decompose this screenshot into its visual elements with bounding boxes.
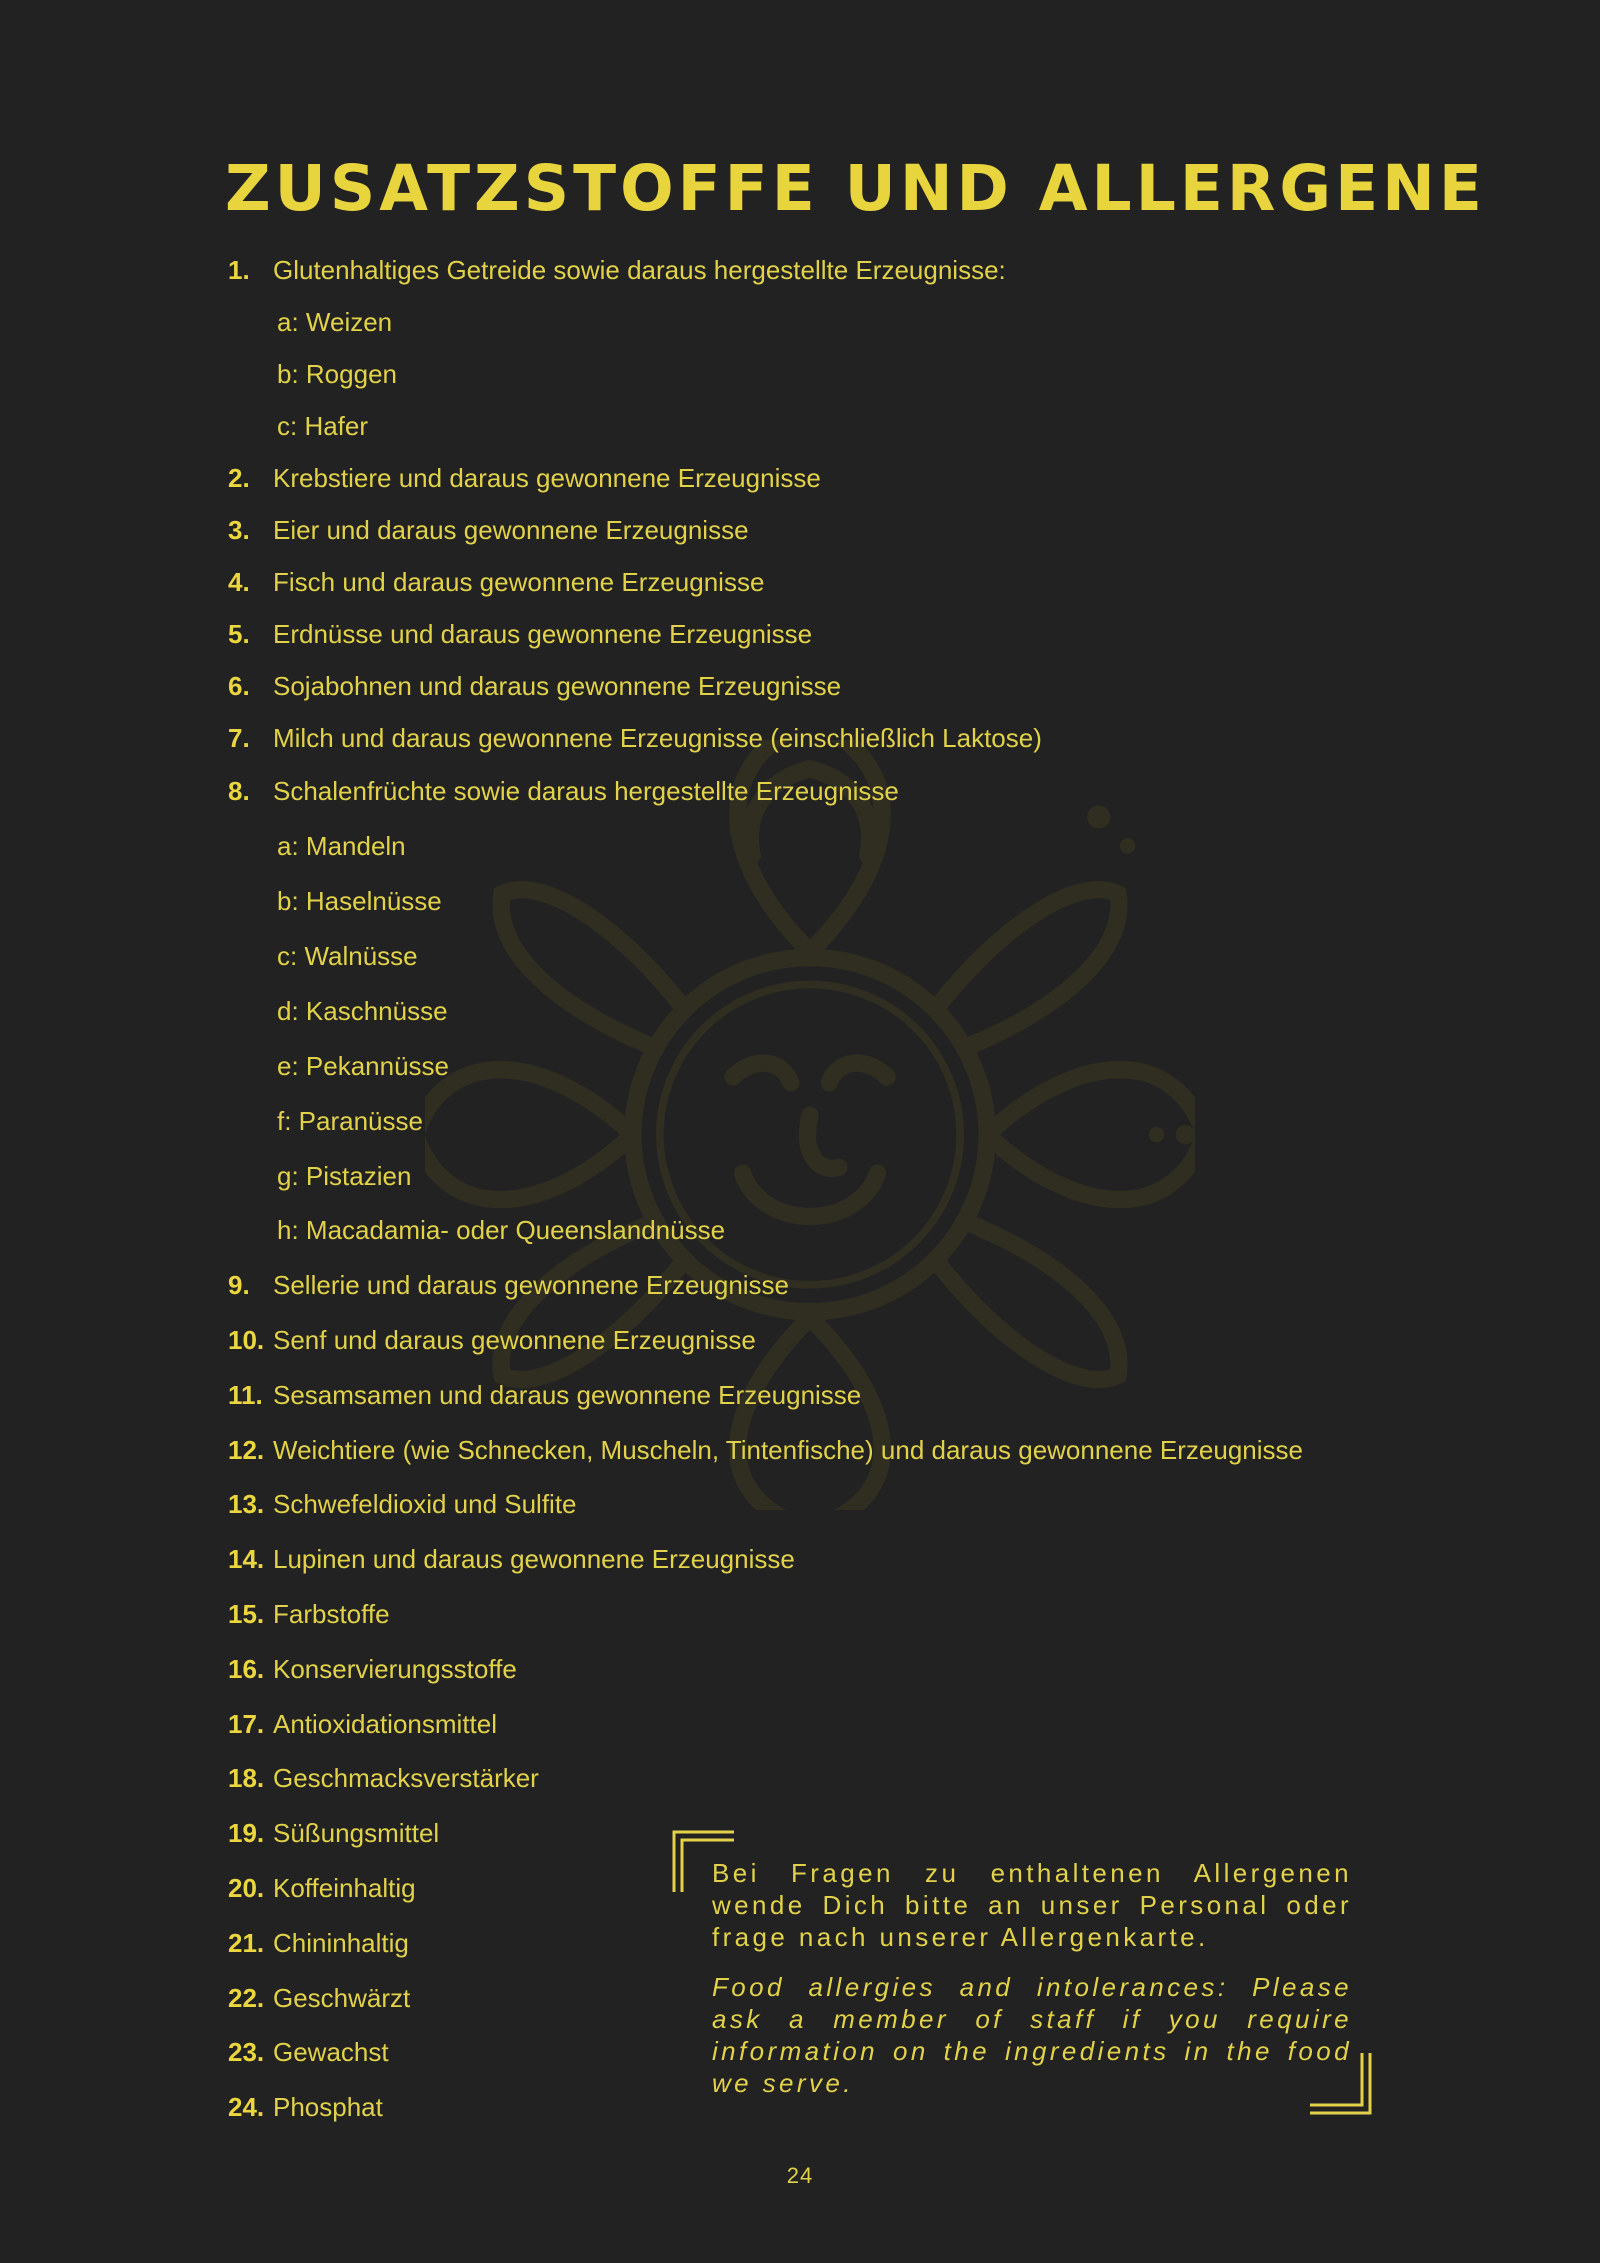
- item-text: Sellerie und daraus gewonnene Erzeugnisse: [273, 1270, 790, 1300]
- item-text: Geschmacksverstärker: [273, 1763, 539, 1793]
- list-item: [228, 1434, 1303, 1466]
- item-number: 5.: [228, 619, 250, 649]
- item-number: 10.: [228, 1325, 265, 1355]
- item-text: Glutenhaltiges Getreide sowie daraus hergestellte Erzeugnisse:: [273, 255, 1006, 285]
- notice-german-text: Bei Fragen zu enthaltenen Allergenen wende Dich bitte an unser Personal oder frage nach unserer Allergenkarte.: [712, 1858, 1352, 1952]
- item-text: Lupinen und daraus gewonnene Erzeugnisse: [273, 1544, 795, 1574]
- item-number: 15.: [228, 1599, 265, 1629]
- item-number: 17.: [228, 1709, 265, 1739]
- list-item: [228, 618, 812, 650]
- item-number: 6.: [228, 671, 250, 701]
- list-item: [228, 775, 899, 807]
- list-item: [228, 1762, 539, 1794]
- list-item: [228, 514, 749, 546]
- item-number: 12.: [228, 1435, 265, 1465]
- item-number: 2.: [228, 463, 250, 493]
- item-text: Sojabohnen und daraus gewonnene Erzeugnisse: [273, 671, 842, 701]
- sub-item: g: Pistazien: [277, 1161, 412, 1191]
- allergen-notice-box: [672, 1830, 1372, 2115]
- list-item: [228, 2091, 383, 2123]
- item-text: Krebstiere und daraus gewonnene Erzeugnisse: [273, 463, 821, 493]
- list-item: [228, 1379, 861, 1411]
- item-number: 13.: [228, 1489, 265, 1519]
- item-text: Phosphat: [273, 2092, 383, 2122]
- notice-english-text: Food allergies and intolerances: Please ask a member of staff if you require information on the ingredients in the food we serve.: [712, 1972, 1352, 2098]
- sub-item: a: Weizen: [277, 307, 393, 337]
- list-item: [228, 1269, 789, 1301]
- list-item: [228, 2036, 389, 2068]
- item-text: Farbstoffe: [273, 1599, 390, 1629]
- sub-item: e: Pekannüsse: [277, 1051, 450, 1081]
- sub-item: b: Haselnüsse: [277, 886, 442, 916]
- item-number: 20.: [228, 1873, 265, 1903]
- sub-item: a: Mandeln: [277, 831, 406, 861]
- list-item: [228, 1324, 756, 1356]
- item-number: 18.: [228, 1763, 265, 1793]
- sub-item: f: Paranüsse: [277, 1106, 423, 1136]
- item-text: Sesamsamen und daraus gewonnene Erzeugnisse: [273, 1380, 862, 1410]
- item-number: 14.: [228, 1544, 265, 1574]
- list-item: [228, 1982, 410, 2014]
- list-item: [228, 670, 841, 702]
- item-text: Weichtiere (wie Schnecken, Muscheln, Tintenfische) und daraus gewonnene Erzeugnisse: [273, 1435, 1303, 1465]
- item-number: 3.: [228, 515, 250, 545]
- corner-bracket-icon: [1310, 2053, 1372, 2115]
- item-number: 8.: [228, 776, 250, 806]
- item-text: Chininhaltig: [273, 1928, 409, 1958]
- sub-item: b: Roggen: [277, 359, 397, 389]
- list-item: [228, 1653, 517, 1685]
- item-number: 4.: [228, 567, 250, 597]
- item-text: Konservierungsstoffe: [273, 1654, 517, 1684]
- item-text: Erdnüsse und daraus gewonnene Erzeugnisse: [273, 619, 813, 649]
- list-item: [228, 1817, 439, 1849]
- list-item: [228, 1543, 795, 1575]
- item-number: 24.: [228, 2092, 265, 2122]
- list-item: [228, 1488, 577, 1520]
- item-text: Süßungsmittel: [273, 1818, 440, 1848]
- list-item: [228, 254, 1006, 286]
- list-item: [228, 1927, 409, 1959]
- item-number: 7.: [228, 723, 250, 753]
- item-text: Senf und daraus gewonnene Erzeugnisse: [273, 1325, 756, 1355]
- sub-item: c: Walnüsse: [277, 941, 418, 971]
- sub-item: d: Kaschnüsse: [277, 996, 448, 1026]
- list-item: [228, 1872, 416, 1904]
- item-number: 11.: [228, 1380, 263, 1410]
- item-text: Eier und daraus gewonnene Erzeugnisse: [273, 515, 749, 545]
- item-text: Fisch und daraus gewonnene Erzeugnisse: [273, 567, 765, 597]
- item-text: Schalenfrüchte sowie daraus hergestellte Erzeugnisse: [273, 776, 899, 806]
- item-text: Geschwärzt: [273, 1983, 411, 2013]
- item-number: 1.: [228, 255, 250, 285]
- item-number: 9.: [228, 1270, 250, 1300]
- item-number: 22.: [228, 1983, 265, 2013]
- item-text: Koffeinhaltig: [273, 1873, 416, 1903]
- item-number: 23.: [228, 2037, 265, 2067]
- list-item: [228, 462, 821, 494]
- item-text: Antioxidationsmittel: [273, 1709, 497, 1739]
- item-text: Schwefeldioxid und Sulfite: [273, 1489, 577, 1519]
- page-number: 24: [786, 2163, 814, 2188]
- item-number: 19.: [228, 1818, 265, 1848]
- page-title: ZUSATZSTOFFE UND ALLERGENE: [225, 152, 1486, 225]
- list-item: [228, 722, 1042, 754]
- list-item: [228, 566, 764, 598]
- list-item: [228, 1598, 390, 1630]
- sub-item: h: Macadamia- oder Queenslandnüsse: [277, 1215, 726, 1245]
- sub-item: c: Hafer: [277, 411, 369, 441]
- item-number: 16.: [228, 1654, 265, 1684]
- item-text: Gewachst: [273, 2037, 389, 2067]
- list-item: [228, 1708, 497, 1740]
- item-text: Milch und daraus gewonnene Erzeugnisse (einschließlich Laktose): [273, 723, 1042, 753]
- item-number: 21.: [228, 1928, 265, 1958]
